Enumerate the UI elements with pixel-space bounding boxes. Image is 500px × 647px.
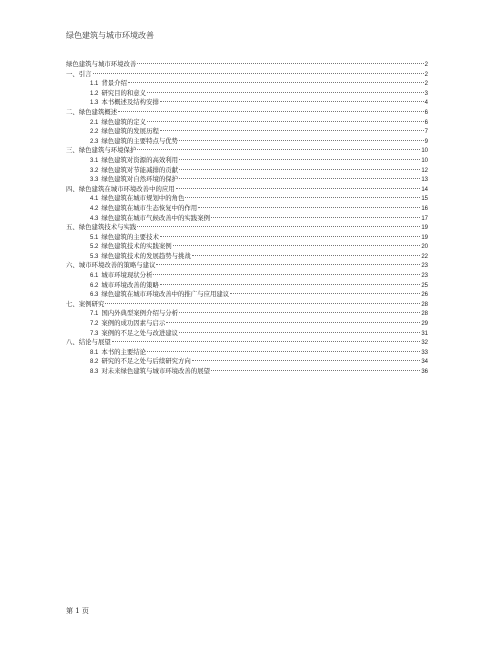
toc-dot-leader (173, 245, 421, 246)
toc-dot-leader (112, 341, 421, 342)
toc-dot-leader (179, 332, 420, 333)
toc-entry[interactable] (66, 223, 428, 233)
toc-dot-leader (160, 130, 424, 131)
toc-entry-number: 2.1 (90, 119, 99, 126)
toc-entry-page-number: 6 (424, 119, 428, 126)
toc-entry-number: 3.2 (90, 167, 99, 174)
toc-entry-page-number: 33 (421, 349, 428, 356)
toc-dot-leader (156, 264, 420, 265)
toc-entry-title: 绿色建筑在城市生态恢复中的作用 (101, 203, 198, 212)
toc-entry-title: 绿色建筑的发展历程 (101, 127, 159, 136)
toc-entry-number: 8.3 (90, 369, 99, 375)
toc-dot-leader (118, 111, 424, 112)
toc-entry[interactable] (66, 118, 428, 128)
toc-entry-number: 5.1 (90, 234, 99, 241)
toc-entry-title: 城市环境现状分析 (101, 271, 153, 280)
toc-entry-number: 5.3 (90, 253, 99, 260)
toc-entry-page-number: 23 (421, 263, 428, 270)
toc-entry-page-number: 14 (421, 186, 428, 193)
toc-entry-title: 四、绿色建筑在城市环境改善中的应用 (66, 184, 175, 193)
toc-dot-leader (160, 101, 424, 102)
toc-entry-number: 1.1 (90, 81, 99, 88)
toc-entry-page-number: 2 (424, 71, 428, 78)
toc-entry-title: 六、城市环境改善的策略与建议 (66, 261, 156, 270)
toc-dot-leader (147, 351, 420, 352)
toc-entry-page-number: 3 (424, 90, 428, 97)
toc-entry[interactable] (66, 89, 428, 99)
toc-entry-title: 本书概述及结构安排 (101, 98, 159, 107)
toc-entry-number: 6.1 (90, 273, 99, 280)
toc-dot-leader (176, 188, 421, 189)
toc-entry-page-number: 34 (421, 359, 428, 366)
toc-entry-title: 七、案例研究 (66, 299, 105, 308)
toc-entry[interactable] (66, 166, 428, 176)
toc-dot-leader (166, 322, 420, 323)
toc-dot-leader (105, 303, 420, 304)
toc-entry-title: 八、结论与展望 (66, 338, 111, 347)
toc-entry[interactable] (66, 319, 428, 329)
toc-entry-number: 2.3 (90, 138, 99, 145)
toc-entry-page-number: 10 (421, 157, 428, 164)
toc-entry[interactable] (66, 204, 428, 214)
toc-dot-leader (198, 207, 420, 208)
toc-entry-number: 3.1 (90, 157, 99, 164)
toc-entry-title: 绿色建筑与城市环境改善 (66, 60, 137, 68)
toc-entry-title: 绿色建筑对自然环境的保护 (101, 175, 179, 184)
toc-dot-leader (137, 226, 420, 227)
toc-entry[interactable] (66, 338, 428, 348)
toc-entry-number: 8.1 (90, 349, 99, 356)
toc-dot-leader (179, 178, 420, 179)
toc-entry-number: 4.3 (90, 215, 99, 222)
toc-entry-page-number: 7 (424, 129, 428, 136)
toc-entry-title: 绿色建筑在城市环境改善中的推广与应用建议 (101, 290, 230, 299)
toc-entry[interactable] (66, 127, 428, 137)
toc-entry-page-number: 36 (421, 369, 428, 375)
toc-entry[interactable] (66, 194, 428, 204)
toc-entry-title: 案例的成功因素与启示 (101, 319, 166, 328)
toc-entry-number: 7.2 (90, 321, 99, 328)
toc-dot-leader (179, 312, 420, 313)
toc-entry-number: 3.3 (90, 177, 99, 184)
toc-entry-number: 7.3 (90, 330, 99, 337)
toc-entry-number: 1.3 (90, 100, 99, 107)
toc-entry[interactable] (66, 156, 428, 166)
toc-entry-title: 一、引言 (66, 69, 92, 78)
toc-entry-title: 五、绿色建筑技术与实践 (66, 223, 137, 232)
toc-dot-leader (192, 360, 421, 361)
toc-entry-title: 案例的不足之处与改进建议 (101, 328, 179, 337)
toc-entry[interactable] (66, 233, 428, 243)
toc-entry-title: 国内外典型案例介绍与分析 (101, 309, 179, 318)
toc-entry-page-number: 17 (421, 215, 428, 222)
toc-entry[interactable] (66, 60, 428, 70)
toc-entry-title: 绿色建筑在城市气候改善中的实践案例 (101, 213, 210, 222)
toc-entry-title: 本书的主要结论 (101, 347, 147, 356)
toc-entry-page-number: 6 (424, 109, 428, 116)
toc-entry-page-number: 20 (421, 244, 428, 251)
toc-dot-leader (137, 63, 423, 64)
toc-entry-title: 绿色建筑的定义 (101, 117, 147, 126)
toc-entry-title: 绿色建筑在城市规划中的角色 (101, 194, 185, 203)
toc-entry-page-number: 12 (421, 167, 428, 174)
toc-dot-leader (179, 169, 420, 170)
toc-entry[interactable] (66, 261, 428, 271)
toc-dot-leader (160, 236, 420, 237)
toc-entry[interactable] (66, 300, 428, 310)
toc-entry-number: 6.2 (90, 282, 99, 289)
toc-entry-title: 绿色建筑技术的发展趋势与挑战 (101, 251, 191, 260)
toc-dot-leader (137, 149, 420, 150)
toc-entry-title: 绿色建筑的主要特点与优势 (101, 136, 179, 145)
toc-entry[interactable] (66, 329, 428, 339)
toc-entry-page-number: 15 (421, 196, 428, 203)
toc-entry[interactable] (66, 348, 428, 358)
toc-dot-leader (153, 274, 420, 275)
toc-dot-leader (179, 159, 420, 160)
toc-entry-page-number: 28 (421, 311, 428, 318)
toc-entry-page-number: 9 (424, 138, 428, 145)
toc-entry-page-number: 4 (424, 100, 428, 107)
toc-dot-leader (211, 217, 420, 218)
toc-entry-page-number: 23 (421, 273, 428, 280)
toc-entry-page-number: 19 (421, 234, 428, 241)
toc-entry-page-number: 22 (421, 253, 428, 260)
toc-entry-page-number: 26 (421, 292, 428, 299)
toc-entry[interactable] (66, 214, 428, 224)
toc-entry-page-number: 2 (424, 62, 428, 68)
toc-entry-page-number: 31 (421, 330, 428, 337)
toc-entry-number: 5.2 (90, 244, 99, 251)
toc-entry-page-number: 29 (421, 321, 428, 328)
toc-dot-leader (192, 255, 421, 256)
toc-entry-page-number: 32 (421, 340, 428, 347)
toc-entry-title: 三、绿色建筑与环境保护 (66, 146, 137, 155)
toc-entry-page-number: 28 (421, 301, 428, 308)
toc-entry[interactable] (66, 70, 428, 80)
toc-entry[interactable] (66, 108, 428, 118)
toc-entry-title: 背景介绍 (101, 79, 127, 88)
toc-entry[interactable] (66, 98, 428, 108)
toc-entry[interactable] (66, 367, 428, 377)
toc-entry-title: 绿色建筑对资源的高效利用 (101, 155, 179, 164)
toc-entry-page-number: 10 (421, 148, 428, 155)
toc-entry-page-number: 16 (421, 205, 428, 212)
toc-entry-number: 6.3 (90, 292, 99, 299)
toc-entry-number: 7.1 (90, 311, 99, 318)
toc-entry-page-number: 2 (424, 81, 428, 88)
toc-entry[interactable] (66, 281, 428, 291)
page-header-title: 绿色建筑与城市环境改善 (66, 31, 154, 40)
toc-dot-leader (179, 140, 424, 141)
toc-entry-title: 绿色建筑技术的实践案例 (101, 242, 172, 251)
toc-dot-leader (185, 197, 420, 198)
toc-dot-leader (147, 92, 424, 93)
page-number-footer: 第 1 页 (66, 607, 89, 615)
toc-entry[interactable] (66, 185, 428, 195)
toc-entry[interactable] (66, 290, 428, 300)
toc-entry-page-number: 13 (421, 177, 428, 184)
toc-dot-leader (93, 73, 424, 74)
toc-entry-title: 城市环境改善的策略 (101, 280, 159, 289)
toc-entry-title: 研究的不足之处与后续研究方向 (101, 357, 191, 366)
toc-dot-leader (128, 82, 424, 83)
toc-entry[interactable] (66, 79, 428, 89)
toc-entry-title: 研究目的和意义 (101, 88, 147, 97)
toc-entry[interactable] (66, 146, 428, 156)
toc-entry-number: 4.2 (90, 205, 99, 212)
toc-entry-title: 绿色建筑对节能减排的贡献 (101, 165, 179, 174)
toc-dot-leader (160, 284, 420, 285)
toc-entry[interactable] (66, 271, 428, 281)
toc-entry-number: 8.2 (90, 359, 99, 366)
toc-entry[interactable] (66, 357, 428, 367)
table-of-contents (66, 60, 428, 377)
toc-entry[interactable] (66, 137, 428, 147)
toc-entry[interactable] (66, 175, 428, 185)
toc-entry-title: 绿色建筑的主要技术 (101, 232, 159, 241)
toc-entry-number: 1.2 (90, 90, 99, 97)
toc-entry-title: 二、绿色建筑概述 (66, 107, 118, 116)
toc-entry-page-number: 25 (421, 282, 428, 289)
toc-entry-number: 2.2 (90, 129, 99, 136)
toc-entry-page-number: 19 (421, 225, 428, 232)
toc-dot-leader (147, 121, 424, 122)
toc-entry-title: 对未来绿色建筑与城市环境改善的展望 (101, 367, 210, 375)
toc-entry-number: 4.1 (90, 196, 99, 203)
toc-dot-leader (230, 293, 420, 294)
toc-dot-leader (211, 370, 420, 371)
toc-entry[interactable] (66, 242, 428, 252)
toc-entry[interactable] (66, 309, 428, 319)
